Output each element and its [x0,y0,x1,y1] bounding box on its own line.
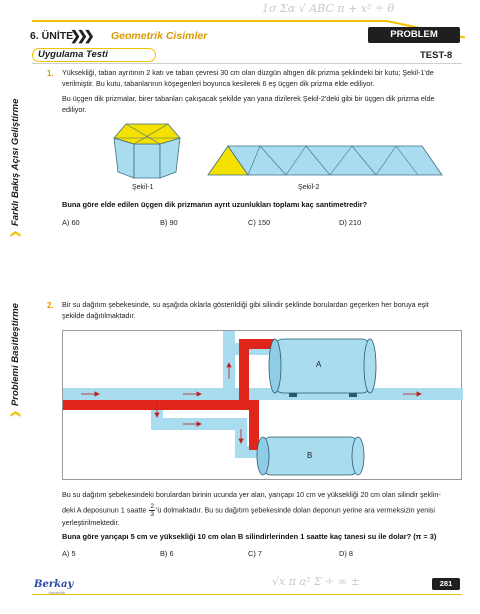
side-label-first [10,78,22,238]
publisher-logo-sub: Yayıncılık [48,590,66,595]
pipe-network-diagram [62,330,462,480]
q2-option-a[interactable]: A) 5 [62,549,76,558]
q2-option-d[interactable]: D) 8 [339,549,353,558]
top-frame-line [32,20,387,22]
q2-after-line1: Bu su dağıtım şebekesindeki borulardan birinin ucunda yer alan, yarıçapı 10 cm ve yüksekliği 20 cm olan silindir şeklin- [62,490,441,499]
q2-line2: şekilde dağıtılmaktadır. [62,311,136,320]
q2-after-line2 [62,503,435,518]
q2-option-b[interactable]: B) 6 [160,549,174,558]
chevrons-icon: ❯❯❯ [70,28,91,43]
problem-rehberi-badge: PROBLEM REHBERİ [368,27,460,43]
q1-option-b[interactable]: B) 90 [160,218,178,227]
q1-option-a[interactable]: A) 60 [62,218,80,227]
two-thirds-fraction [149,503,155,518]
figure1-caption: Şekil-1 [132,184,154,191]
q1-option-d[interactable]: D) 210 [339,218,362,227]
side-label-second [10,258,22,418]
q1-option-c[interactable]: C) 150 [248,218,271,227]
q2-question: Buna göre yarıçapı 5 cm ve yüksekliği 10 cm olan B silindirlerinden 1 saatte kaç tanesi su ile dolar? (π = 3) [62,532,437,541]
bottom-frame-line [32,594,462,595]
q1-line2: verilmiştir. Bu kutu, tabanlarının köşegenleri boyunca kesilerek 6 eş üçgen dik prizma elde ediliyor. [62,79,375,88]
q2-number: 2. [47,301,54,310]
side-label-second-text: Problemi Basitleştirme [10,303,21,407]
q2-after-line2-post: 'ü dolmaktadır. Bu su dağıtım şebekesinde dolan deponun yerine ara vermeksizin yenisi [155,505,436,515]
header-rule [32,63,462,64]
triangular-prism-figure [206,143,444,177]
tank-a-label: A [316,360,322,369]
chevron-icon: ❯ [10,410,21,418]
unit-label: 6. ÜNİTE [30,30,74,42]
q1-line3: Bu üçgen dik prizmalar, birer tabanları çakışacak şekilde yan yana dizilerek Şekil-2'deki gibi bir üçgen dik prizma elde [62,94,435,103]
page-number: 281 [432,578,460,590]
math-doodle-bottom: √x π a² Σ ÷ ∞ ± [272,575,360,588]
q1-line4: ediliyor. [62,105,87,114]
q1-question: Buna göre elde edilen üçgen dik prizmanın ayrıt uzunlukları toplamı kaç santimetredir? [62,200,368,209]
q2-after-line2-pre: deki A deposunun 1 saatte [62,505,147,515]
pipe-network-svg [63,331,463,481]
q1-line1: Yüksekliği, taban ayrıtının 2 katı ve taban çevresi 30 cm olan düzgün altıgen dik prizma şeklindeki bir kutu; Şekil-1'de [62,68,434,77]
publisher-logo: Berkay [34,579,74,590]
fraction-numerator: 2 [150,503,154,510]
chevron-icon: ❯ [10,230,21,238]
tank-b-label: B [307,451,313,460]
test-number: TEST-8 [420,50,453,61]
hexagonal-prism-figure [112,116,182,180]
q2-option-c[interactable]: C) 7 [248,549,262,558]
q1-number: 1. [47,69,54,78]
side-label-first-text: Farklı Bakış Açısı Geliştirme [10,98,21,227]
q2-line1: Bir su dağıtım şebekesinde, su aşağıda oklarla gösterildiği gibi silindir şeklinde borulardan geçerken her boruya eşit [62,300,429,309]
subject-title: Geometrik Cisimler [111,30,208,42]
section-label: Uygulama Testi [38,49,108,60]
q2-after-line3: yerleştirilmektedir. [62,518,120,527]
figure2-caption: Şekil-2 [298,184,320,191]
fraction-denominator: 3 [150,511,154,518]
math-doodle-top: 1σ Σα √ ABC π + x² ÷ θ [262,2,395,15]
